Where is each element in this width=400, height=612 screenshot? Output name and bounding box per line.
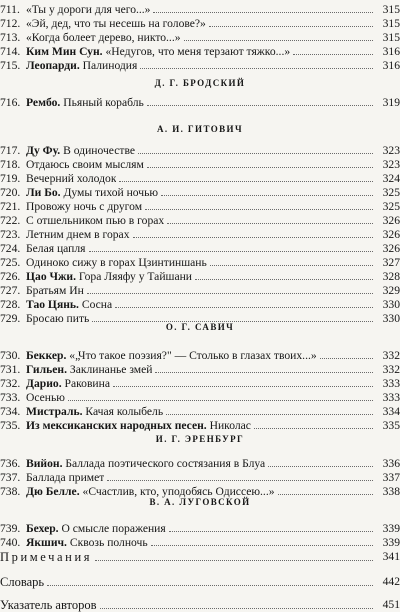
toc-entry[interactable] (0, 284, 400, 297)
entry-title: Сосна (81, 298, 113, 311)
page-number: 323 (382, 144, 400, 157)
entry-author: Из мексиканских народных песен. (26, 419, 207, 432)
entry-number: 735. (0, 419, 21, 432)
section-heading: Д. Г. БРОДСКИЙ (154, 78, 246, 88)
entry-text (26, 31, 181, 44)
entry-text (26, 270, 192, 283)
entry-number: 734. (0, 405, 21, 418)
page-number: 451 (382, 598, 400, 611)
entry-title: Баллада поэтического состязания в Блуа (65, 457, 266, 470)
toc-entry[interactable] (0, 522, 400, 535)
dot-leader (254, 428, 373, 429)
dot-leader (167, 223, 373, 224)
page-number: 326 (382, 214, 400, 227)
page-number: 325 (382, 200, 400, 213)
dot-leader (95, 560, 373, 561)
entry-text (26, 158, 144, 171)
page-number: 338 (382, 485, 400, 498)
dot-leader (155, 372, 373, 373)
entry-text (26, 284, 84, 297)
entry-text (26, 419, 251, 432)
toc-entry[interactable] (0, 228, 400, 241)
toc-entry[interactable] (0, 270, 400, 283)
entry-text (26, 536, 148, 549)
entry-author: Рембо. (26, 96, 61, 109)
entry-title: О смысле поражения (61, 522, 166, 535)
entry-title: С отшельником пью в горах (26, 214, 165, 227)
entry-title: Белая цапля (26, 242, 86, 255)
section-heading: В. А. ЛУГОВСКОЙ (149, 497, 251, 507)
toc-entry[interactable] (0, 242, 400, 255)
dot-leader (100, 608, 373, 609)
page-number: 337 (382, 471, 400, 484)
entry-text (26, 3, 150, 16)
entry-title: Гора Ляяфу у Тайшани (78, 270, 193, 283)
page-number: 315 (382, 17, 400, 30)
dot-leader (115, 307, 373, 308)
page-number: 332 (382, 363, 400, 376)
toc-entry[interactable] (0, 298, 400, 311)
entry-text (26, 471, 104, 484)
entry-title: Отдаюсь своим мыслям (26, 158, 144, 171)
dot-leader (166, 414, 373, 415)
dot-leader (184, 40, 373, 41)
dot-leader (87, 293, 373, 294)
entry-number: 728. (0, 298, 21, 311)
entry-title: «Эй, дед, что ты несешь на голове?» (26, 17, 206, 30)
entry-number: 716. (0, 96, 21, 109)
dot-leader (145, 209, 373, 210)
entry-text (26, 228, 130, 241)
back-matter-label: Примечания (0, 550, 93, 564)
page-number: 442 (382, 575, 400, 588)
entry-number: 718. (0, 158, 21, 171)
dot-leader (195, 279, 373, 280)
dot-leader (320, 358, 373, 359)
toc-entry[interactable] (0, 59, 400, 72)
entry-number: 715. (0, 59, 21, 72)
dot-leader (119, 181, 373, 182)
toc-entry[interactable] (0, 186, 400, 199)
entry-title: Пьяный корабль (63, 96, 144, 109)
toc-entry[interactable] (0, 536, 400, 549)
toc-entry[interactable] (0, 17, 400, 30)
entry-number: 732. (0, 377, 21, 390)
back-matter-entry[interactable] (0, 598, 400, 612)
entry-number: 723. (0, 228, 21, 241)
dot-leader (107, 480, 373, 481)
entry-number: 711. (0, 3, 20, 16)
entry-text (26, 349, 317, 362)
dot-leader (293, 54, 373, 55)
entry-author: Ду Фу. (26, 144, 61, 157)
section-heading: О. Г. САВИЧ (165, 322, 235, 332)
dot-leader (169, 531, 373, 532)
entry-text (26, 96, 144, 109)
toc-entry[interactable] (0, 419, 400, 432)
entry-author: Дарио. (26, 377, 62, 390)
dot-leader (113, 386, 373, 387)
page-number: 315 (382, 3, 400, 16)
entry-title: Сквозь полночь (69, 536, 148, 549)
entry-number: 713. (0, 31, 21, 44)
entry-text (26, 242, 86, 255)
entry-title: Вечерний холодок (26, 172, 117, 185)
toc-entry[interactable] (0, 214, 400, 227)
entry-text (26, 144, 135, 157)
entry-text (26, 59, 137, 72)
toc-entry[interactable] (0, 31, 400, 44)
page-number: 324 (382, 172, 400, 185)
toc-entry[interactable] (0, 3, 400, 16)
entry-text (26, 298, 112, 311)
page-number: 332 (382, 349, 400, 362)
page-number: 323 (382, 158, 400, 171)
entry-number: 729. (0, 312, 21, 325)
entry-number: 725. (0, 256, 21, 269)
entry-text (26, 17, 206, 30)
dot-leader (133, 237, 373, 238)
entry-number: 738. (0, 485, 21, 498)
page-number: 325 (382, 186, 400, 199)
toc-entry[interactable] (0, 45, 400, 58)
page-number: 330 (382, 312, 400, 325)
page-number: 328 (382, 270, 400, 283)
toc-entry[interactable] (0, 471, 400, 484)
entry-text (26, 522, 166, 535)
entry-title: Братьям Ин (26, 284, 84, 297)
dot-leader (147, 167, 373, 168)
dot-leader (89, 251, 374, 252)
entry-title: Раковина (64, 377, 110, 390)
entry-author: Ким Мин Сун. (26, 45, 103, 58)
entry-number: 736. (0, 457, 21, 470)
entry-title: Заклинанье змей (69, 363, 153, 376)
entry-text (26, 200, 142, 213)
entry-number: 731. (0, 363, 21, 376)
toc-entry[interactable] (0, 200, 400, 213)
entry-number: 717. (0, 144, 21, 157)
entry-title: Одиноко сижу в горах Цзинтиншань (26, 256, 207, 269)
entry-author: Вийон. (26, 457, 63, 470)
entry-text (26, 391, 65, 404)
entry-title: Думы тихой ночью (63, 186, 159, 199)
page-number: 336 (382, 457, 400, 470)
entry-number: 727. (0, 284, 21, 297)
entry-number: 714. (0, 45, 21, 58)
toc-entry[interactable] (0, 349, 400, 362)
entry-number: 712. (0, 17, 21, 30)
back-matter-entry[interactable] (0, 550, 400, 564)
entry-title: Палинодия (82, 59, 138, 72)
entry-number: 737. (0, 471, 21, 484)
entry-author: Мистраль. (26, 405, 83, 418)
page-number: 327 (382, 256, 400, 269)
entry-title: «Недугов, что меня терзают тяжко...» (105, 45, 291, 58)
entry-title: Осенью (26, 391, 65, 404)
page-number: 333 (382, 391, 400, 404)
entry-title: «Когда болеет дерево, никто...» (26, 31, 181, 44)
entry-author: Беккер. (26, 349, 67, 362)
page-number: 341 (382, 550, 400, 563)
dot-leader (68, 400, 373, 401)
entry-number: 740. (0, 536, 21, 549)
toc-entry[interactable] (0, 405, 400, 418)
entry-text (26, 256, 207, 269)
entry-text (26, 457, 265, 470)
dot-leader (161, 195, 373, 196)
entry-title: Провожу ночь с другом (26, 200, 143, 213)
dot-leader (210, 265, 373, 266)
back-matter-entry[interactable] (0, 575, 400, 589)
entry-author: Дю Белле. (26, 485, 80, 498)
dot-leader (268, 466, 373, 467)
back-matter-label: Указатель авторов (0, 598, 97, 612)
entry-text (26, 45, 290, 58)
page-number: 326 (382, 228, 400, 241)
page-number: 326 (382, 242, 400, 255)
toc-entry[interactable] (0, 96, 400, 109)
toc-entry[interactable] (0, 158, 400, 171)
page-number: 334 (382, 405, 400, 418)
dot-leader (47, 585, 373, 586)
toc-entry[interactable] (0, 377, 400, 390)
entry-number: 739. (0, 522, 21, 535)
page-number: 333 (382, 377, 400, 390)
toc-entry[interactable] (0, 144, 400, 157)
entry-text (26, 172, 116, 185)
entry-number: 721. (0, 200, 21, 213)
entry-title: Николас (209, 419, 251, 432)
toc-entry[interactable] (0, 363, 400, 376)
entry-title: «Ты у дороги для чего...» (26, 3, 151, 16)
page-number: 329 (382, 284, 400, 297)
dot-leader (153, 12, 373, 13)
dot-leader (147, 105, 373, 106)
entry-number: 730. (0, 349, 21, 362)
entry-author: Леопарди. (26, 59, 80, 72)
entry-text (26, 214, 164, 227)
dot-leader (138, 153, 373, 154)
toc-entry[interactable] (0, 256, 400, 269)
entry-author: Цао Чжи. (26, 270, 77, 283)
entry-number: 720. (0, 186, 21, 199)
page-number: 335 (382, 419, 400, 432)
entry-number: 719. (0, 172, 21, 185)
toc-entry[interactable] (0, 391, 400, 404)
page-number: 339 (382, 522, 400, 535)
section-heading: А. И. ГИТОВИЧ (157, 124, 243, 134)
entry-title: Баллада примет (26, 471, 105, 484)
back-matter-label: Словарь (0, 575, 45, 589)
entry-title: Летним днем в горах (26, 228, 130, 241)
entry-number: 733. (0, 391, 21, 404)
entry-text (26, 377, 110, 390)
entry-title: Бросаю пить (26, 312, 90, 325)
page-number: 315 (382, 31, 400, 44)
dot-leader (151, 545, 373, 546)
entry-author: Ли Бо. (26, 186, 61, 199)
entry-title: Качая колыбель (85, 405, 164, 418)
entry-author: Тао Цянь. (26, 298, 79, 311)
toc-entry[interactable] (0, 172, 400, 185)
entry-number: 726. (0, 270, 21, 283)
entry-author: Гильен. (26, 363, 67, 376)
entry-title: В одиночестве (63, 144, 136, 157)
dot-leader (209, 26, 373, 27)
page-number: 316 (382, 59, 400, 72)
page-number: 319 (382, 96, 400, 109)
toc-entry[interactable] (0, 457, 400, 470)
page-number: 339 (382, 536, 400, 549)
entry-text (26, 363, 152, 376)
page-number: 330 (382, 298, 400, 311)
dot-leader (278, 494, 373, 495)
entry-text (26, 186, 158, 199)
section-heading: И. Г. ЭРЕНБУРГ (155, 434, 245, 444)
entry-author: Бехер. (26, 522, 59, 535)
page-number: 316 (382, 45, 400, 58)
entry-title: «„Что такое поэзия?" — Столько в глазах твоих...» (69, 349, 317, 362)
entry-text (26, 405, 163, 418)
entry-title: «Счастлив, кто, уподобясь Одиссею...» (82, 485, 275, 498)
entry-number: 724. (0, 242, 21, 255)
entry-author: Якшич. (26, 536, 67, 549)
dot-leader (140, 68, 373, 69)
entry-number: 722. (0, 214, 21, 227)
